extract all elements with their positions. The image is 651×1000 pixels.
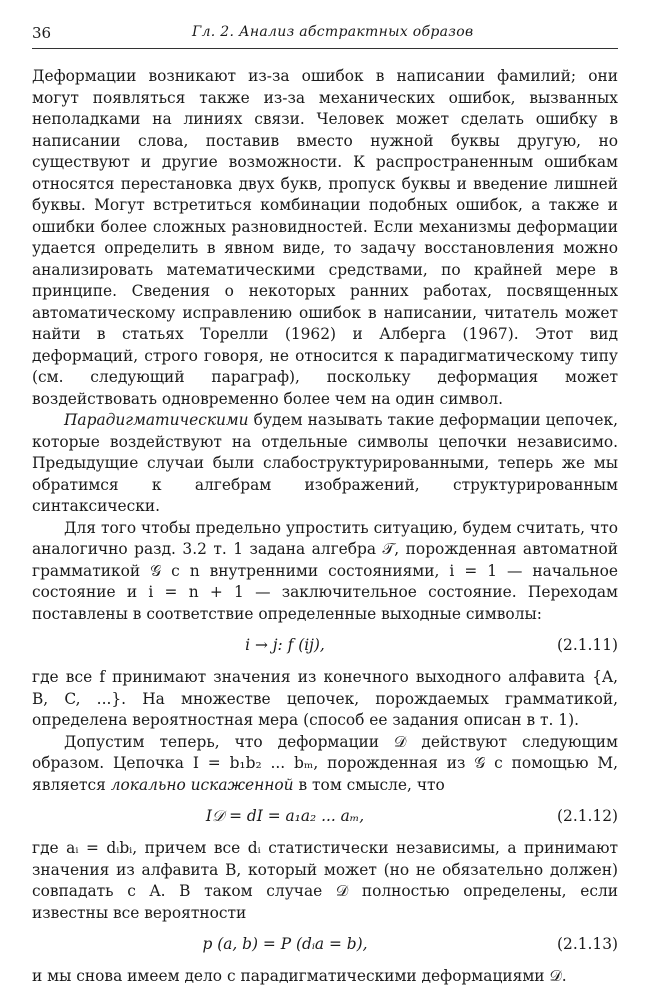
equation-expression: i → j: f (ij), — [245, 636, 325, 654]
equation-2-1-11 — [32, 629, 618, 663]
equation-expression: p (a, b) = P (dᵢa = b), — [202, 935, 368, 953]
page-number: 36 — [32, 24, 52, 42]
paragraph-5-text-b: в том смысле, что — [293, 775, 445, 794]
equation-2-1-13 — [32, 928, 618, 962]
paragraph-5 — [32, 732, 618, 797]
equation-number: (2.1.11) — [557, 636, 618, 654]
paragraph-2 — [32, 410, 618, 518]
paragraph-3: Для того чтобы предельно упростить ситуацию, будем считать, что аналогично разд. 3.2 т. 1 задана алгебра 𝒯, порожденная автоматной грамматикой 𝒢 с n внутренними состояниями, i = 1 — начальное состояние и i = n + 1 — заключительное состояние. Переходам поставлены в соответствие определенные выходные символы: — [32, 518, 618, 623]
paragraph-2-term: Парадигматическими — [64, 411, 249, 429]
paragraph-1: Деформации возникают из-за ошибок в написании фамилий; они могут появляться также из-за механических ошибок, вызванных неполадками на линиях связи. Человек может сделать ошибку в написании слова, поставив вместо нужной буквы другую, но существуют и другие возможности. К распространенным ошибкам относятся перестановка двух букв, пропуск буквы и введение лишней буквы. Могут встретиться комбинации подобных ошибок, а также и ошибки более сложных разновидностей. Если механизмы деформации удается определить в явном виде, то задачу восстановления можно анализировать математическими средствами, по крайней мере в принципе. Сведения о некоторых ранних работах, посвященных автоматическому исправлению ошибок в написании, читатель может найти в статьях Торелли (1962) и Алберга (1967). Этот вид деформаций, строго говоря, не относится к парадигматическому типу (см. следующий параграф), поскольку деформация может воздействовать одновременно более чем на один символ. — [32, 67, 618, 408]
equation-number: (2.1.13) — [557, 935, 618, 953]
paragraph-5-text-a: Допустим теперь, что деформации 𝒟 действуют следующим образом. Цепочка I = b₁b₂ ... bₘ, порожденная из 𝒢 с помощью M, является — [32, 732, 618, 794]
paragraph-6: где aᵢ = dᵢbᵢ, причем все dᵢ статистически независимы, a принимают значения из алфавита B, который может (но не обязательно должен) совпадать с A. В таком случае 𝒟 полностью определены, если известны все вероятности — [32, 839, 618, 922]
equation-expression: I𝒟 = dI = a₁a₂ ... aₘ, — [205, 807, 365, 825]
paragraph-7: и мы снова имеем дело с парадигматическими деформациями 𝒟. — [32, 967, 567, 985]
running-head — [32, 24, 618, 49]
page-body — [32, 66, 618, 988]
paragraph-2-text: будем называть такие деформации цепочек, которые воздействуют на отдельные символы цепочки независимо. Предыдущие случаи были слабоструктурированными, теперь же мы обратимся к алгебрам изображений, структурированным синтаксически. — [32, 411, 618, 515]
equation-2-1-12 — [32, 800, 618, 834]
running-title: Гл. 2. Анализ абстрактных образов — [192, 24, 474, 40]
paragraph-4: где все f принимают значения из конечного выходного алфавита {A, B, C, ...}. На множестве цепочек, порождаемых грамматикой, определена вероятностная мера (способ ее задания описан в т. 1). — [32, 668, 618, 729]
paragraph-5-term: локально искаженной — [110, 775, 294, 794]
equation-number: (2.1.12) — [557, 807, 618, 825]
